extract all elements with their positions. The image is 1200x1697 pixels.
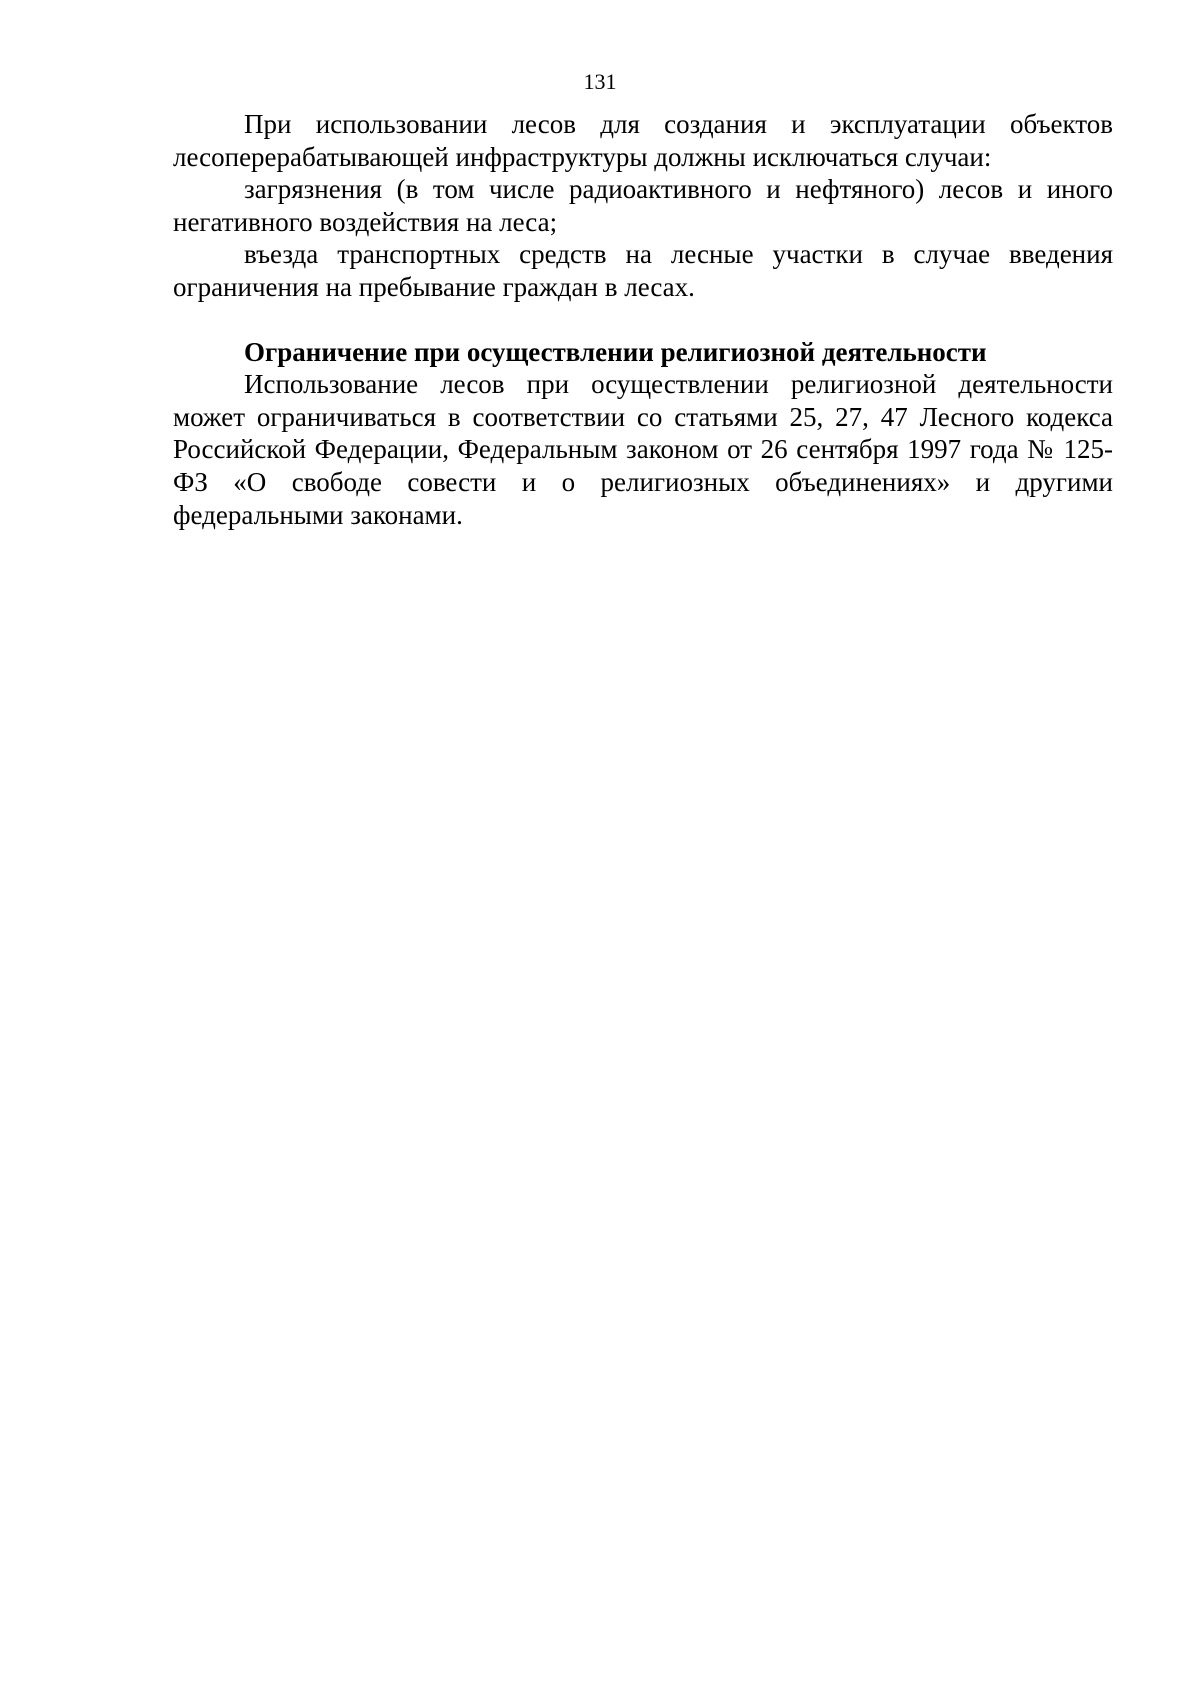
- page-number: 131: [583, 69, 617, 94]
- paragraph-pollution: загрязнения (в том числе радиоактивного и нефтяного) лесов и иного негативного воздействия на леса;: [173, 174, 1113, 237]
- section-heading-religious-activity: Ограничение при осуществлении религиозной деятельности: [244, 336, 987, 367]
- paragraph-forest-use-exclusions: При использовании лесов для создания и эксплуатации объектов лесоперерабатывающей инфраструктуры должны исключаться случаи:: [173, 109, 1113, 172]
- paragraph-religious-activity: Использование лесов при осуществлении религиозной деятельности может ограничиваться в соответствии со статьями 25, 27, 47 Лесного кодекса Российской Федерации, Федеральным законом от 26 сентября 1997 года № 125-ФЗ «О свободе совести и о религиозных объединениях» и другими федеральными законами.: [173, 369, 1113, 530]
- paragraph-vehicle-entry: въезда транспортных средств на лесные участки в случае введения ограничения на пребывание граждан в лесах.: [173, 239, 1113, 302]
- document-body: [173, 108, 1113, 531]
